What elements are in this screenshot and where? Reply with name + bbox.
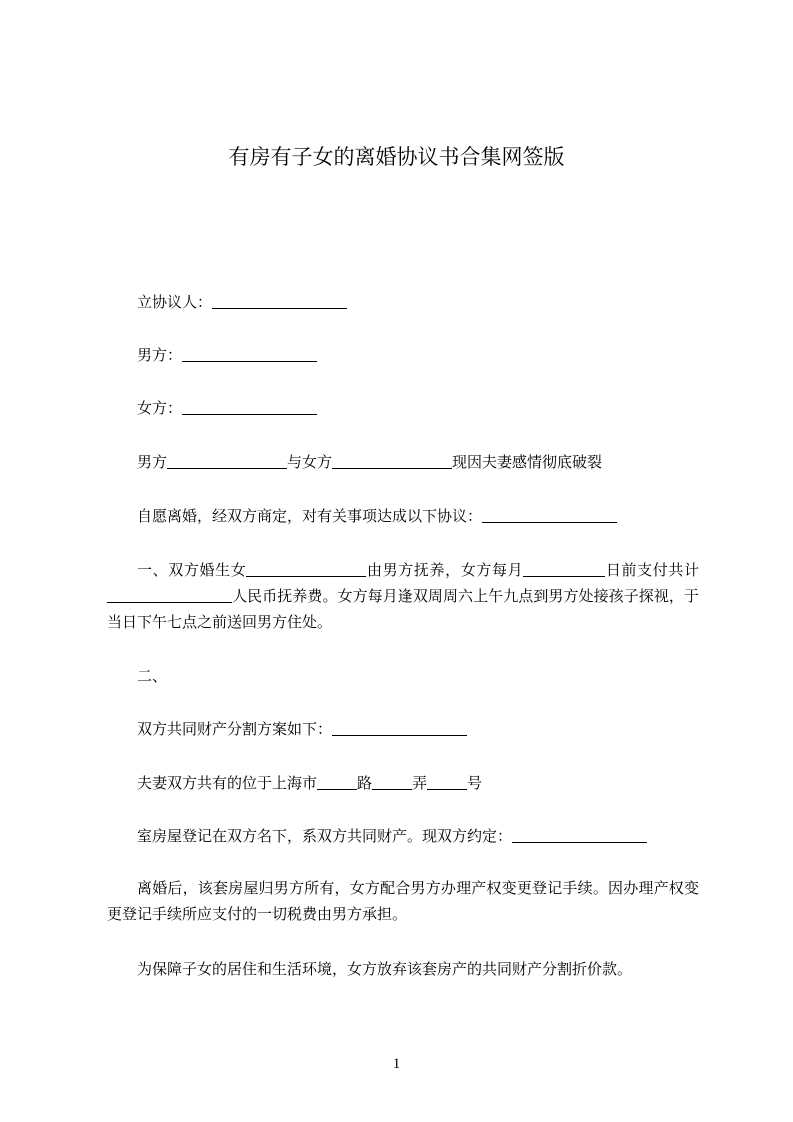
male-name-blank	[167, 453, 287, 469]
party-blank	[212, 293, 347, 309]
clause1-text-d: 人民币抚养费。女方每月逢双周周六上午九点到男方处接孩子探视，于当日下午七点之前送回男方住处。	[107, 587, 699, 631]
property-plan-text: 双方共同财产分割方案如下：	[137, 720, 333, 738]
intro-text-a: 男方	[137, 453, 168, 471]
address-line	[137, 773, 482, 793]
day-blank	[523, 561, 605, 577]
number-blank	[427, 774, 467, 790]
registered-text: 室房屋登记在双方名下，系双方共同财产。现双方约定：	[137, 827, 513, 845]
registered-line	[137, 826, 647, 846]
document-title: 有房有子女的离婚协议书合集网签版	[228, 145, 565, 169]
clause1-text-b: 由男方抚养，女方每月	[366, 561, 524, 579]
lane-blank	[372, 774, 412, 790]
address-text-a: 夫妻双方共有的位于上海市	[137, 774, 318, 792]
consent-line	[137, 506, 617, 526]
female-name-blank	[332, 453, 452, 469]
address-text-d: 号	[467, 774, 483, 792]
intro-line	[137, 452, 602, 472]
consent-blank	[482, 507, 617, 523]
road-blank	[317, 774, 357, 790]
intro-text-b: 与女方	[287, 453, 333, 471]
waiver-text: 为保障子女的居住和生活环境，女方放弃该套房产的共同财产分割折价款。	[137, 960, 633, 978]
male-blank	[182, 346, 317, 362]
amount-blank	[107, 587, 232, 603]
daughter-name-blank	[246, 561, 366, 577]
male-line	[137, 345, 317, 365]
agreement-blank	[512, 827, 647, 843]
clause-2-heading	[137, 666, 167, 686]
intro-text-c: 现因夫妻感情彻底破裂	[452, 453, 603, 471]
waiver-line	[137, 959, 632, 979]
female-blank	[182, 399, 317, 415]
party-label: 立协议人：	[137, 293, 213, 311]
property-plan-line	[137, 719, 467, 739]
after-divorce-paragraph: 离婚后，该套房屋归男方所有，女方配合男方办理产权变更登记手续。因办理产权变更登记手续所应支付的一切税费由男方承担。	[107, 879, 699, 923]
party-line	[137, 292, 347, 312]
property-plan-blank	[332, 720, 467, 736]
consent-text: 自愿离婚，经双方商定，对有关事项达成以下协议：	[137, 507, 483, 525]
page-number: 1	[392, 1056, 401, 1072]
female-label: 女方：	[137, 399, 183, 417]
clause1-text-c: 日前支付共计	[605, 561, 699, 579]
clause-1	[107, 557, 699, 635]
female-line	[137, 398, 317, 418]
address-text-b: 路	[357, 774, 373, 792]
clause2-heading: 二、	[137, 667, 168, 685]
male-label: 男方：	[137, 346, 183, 364]
address-text-c: 弄	[412, 774, 428, 792]
clause1-text-a: 一、双方婚生女	[137, 561, 247, 579]
